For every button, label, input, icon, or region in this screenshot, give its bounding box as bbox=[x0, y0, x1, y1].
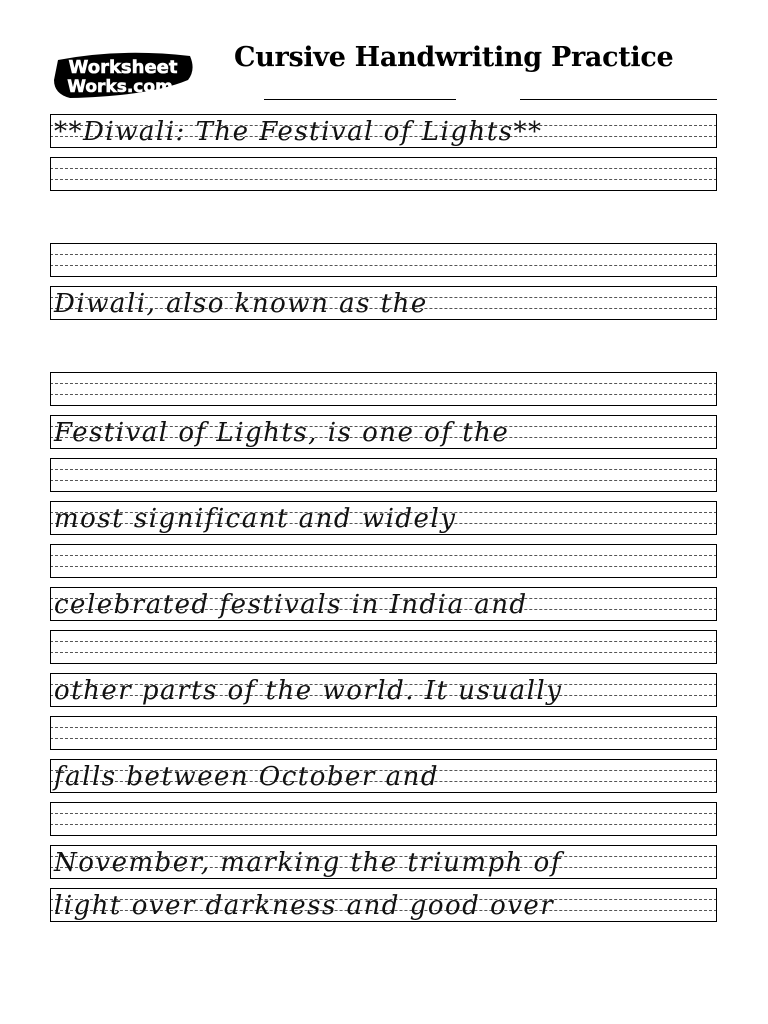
writing-row bbox=[50, 587, 717, 621]
cursive-text-line: **Diwali: The Festival of Lights** bbox=[54, 117, 543, 147]
writing-row bbox=[50, 845, 717, 879]
cursive-text-line: celebrated festivals in India and bbox=[54, 590, 528, 620]
worksheetworks-logo bbox=[50, 50, 196, 100]
cursive-text-line: other parts of the world. It usually bbox=[54, 676, 563, 706]
cursive-text-line: most significant and widely bbox=[54, 504, 457, 534]
logo-line-1: Worksheet bbox=[68, 57, 178, 78]
writing-row bbox=[50, 759, 717, 793]
cursive-text-line: Diwali, also known as the bbox=[54, 289, 428, 319]
writing-row bbox=[50, 415, 717, 449]
writing-row bbox=[50, 243, 717, 277]
cursive-text-line: Festival of Lights, is one of the bbox=[54, 418, 510, 448]
writing-row bbox=[50, 157, 717, 191]
cursive-text-line: light over darkness and good over bbox=[54, 891, 555, 921]
writing-row bbox=[50, 802, 717, 836]
cursive-text-line: November, marking the triumph of bbox=[54, 848, 562, 878]
page-title: Cursive Handwriting Practice bbox=[234, 42, 674, 73]
date-blank-line bbox=[520, 99, 717, 100]
writing-row bbox=[50, 673, 717, 707]
writing-row bbox=[50, 458, 717, 492]
writing-row bbox=[50, 544, 717, 578]
writing-row bbox=[50, 630, 717, 664]
writing-row bbox=[50, 501, 717, 535]
writing-row bbox=[50, 716, 717, 750]
writing-row bbox=[50, 372, 717, 406]
writing-row bbox=[50, 114, 717, 148]
writing-row bbox=[50, 888, 717, 922]
cursive-text-line: falls between October and bbox=[54, 762, 439, 792]
logo-line-2: Works.com bbox=[67, 77, 173, 97]
writing-row bbox=[50, 286, 717, 320]
name-blank-line bbox=[264, 99, 456, 100]
